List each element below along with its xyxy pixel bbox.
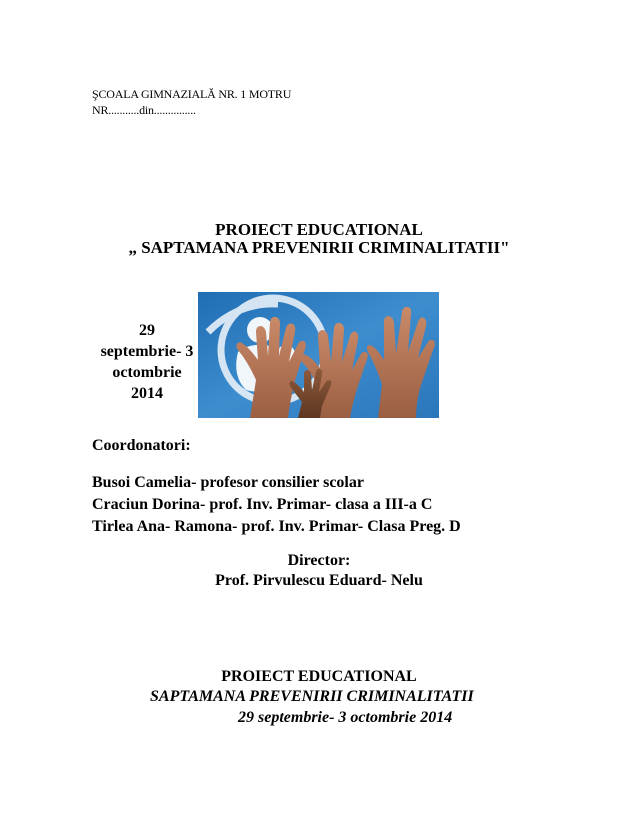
raised-hands-photo (198, 292, 439, 418)
date-line-4: 2014 (131, 385, 163, 402)
registration-number: NR...........din............... (92, 103, 196, 117)
director-name: Prof. Pirvulescu Eduard- Nelu (215, 572, 423, 589)
director-heading: Director: (287, 552, 351, 569)
coordinators-heading: Coordonatori: (92, 437, 191, 454)
date-line-3: octombrie (112, 364, 182, 381)
project-title: PROIECT EDUCATIONAL (215, 220, 423, 239)
coordinator-1: Busoi Camelia- profesor consilier scolar (92, 474, 364, 491)
coordinator-3: Tirlea Ana- Ramona- prof. Inv. Primar- Clasa Preg. D (92, 518, 461, 535)
date-range (82, 320, 212, 404)
footer-title: PROIECT EDUCATIONAL (221, 668, 417, 685)
school-name: ŞCOALA GIMNAZIALĂ NR. 1 MOTRU (92, 87, 292, 101)
footer-dates: 29 septembrie- 3 octombrie 2014 (238, 709, 453, 726)
footer-subtitle: SAPTAMANA PREVENIRII CRIMINALITATII (150, 688, 474, 705)
date-line-1: 29 (139, 322, 155, 339)
coordinator-2: Craciun Dorina- prof. Inv. Primar- clasa a III-a C (92, 496, 433, 513)
project-subtitle: „ SAPTAMANA PREVENIRII CRIMINALITATII" (128, 238, 510, 257)
date-line-2: septembrie- 3 (100, 343, 194, 360)
